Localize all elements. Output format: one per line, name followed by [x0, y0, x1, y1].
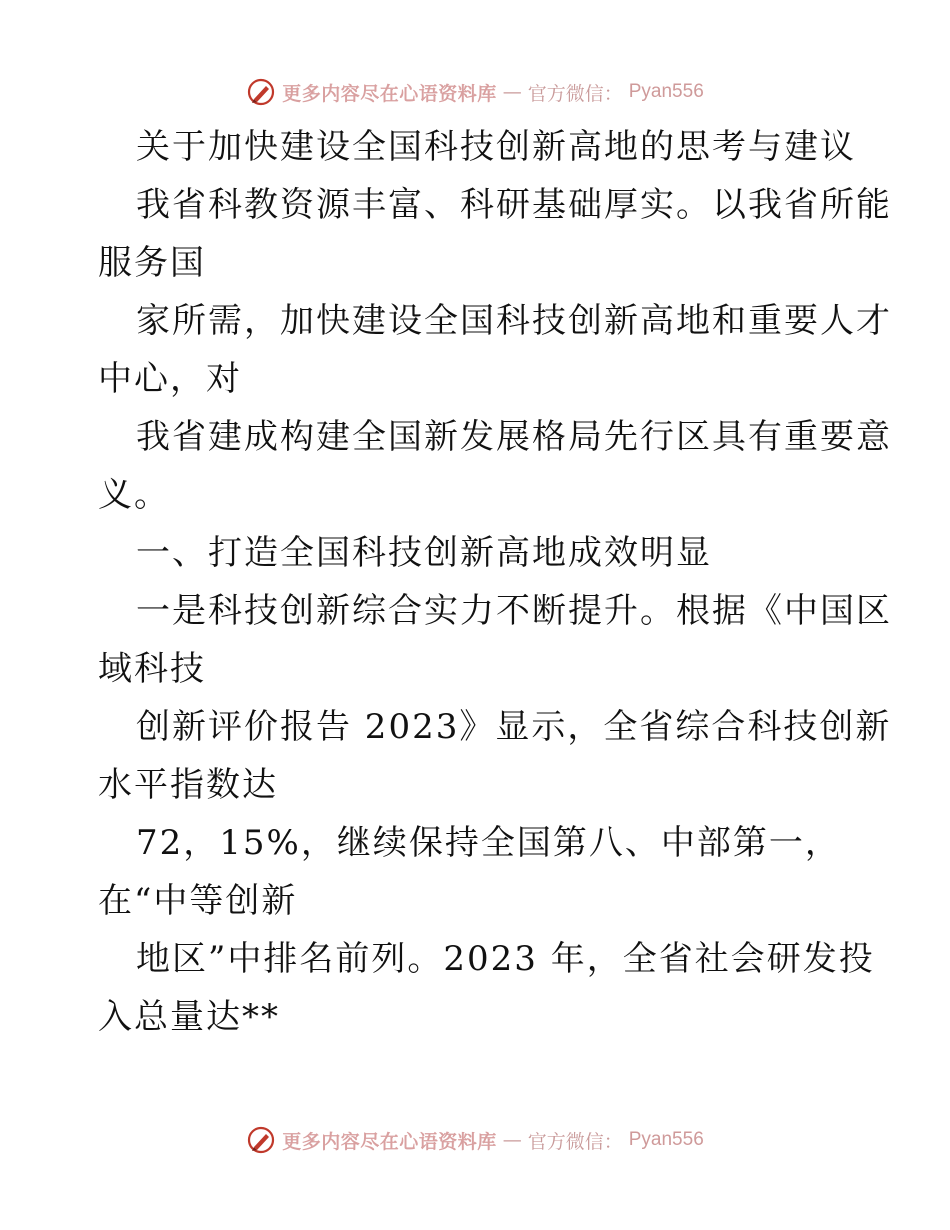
watermark-label: 官方微信： — [527, 82, 623, 105]
text-line: 一是科技创新综合实力不断提升。根据《中国区 — [136, 591, 892, 631]
watermark-label: 官方微信： — [527, 1130, 623, 1153]
text-line: 创新评价报告 2023》显示，全省综合科技创新 — [136, 707, 892, 747]
footer-watermark — [0, 1120, 950, 1160]
watermark-id: Pyan556 — [628, 81, 704, 102]
text-line: 服务国 — [98, 243, 206, 283]
section-heading: 一、打造全国科技创新高地成效明显 — [136, 533, 712, 573]
watermark-brand: 更多内容尽在心语资料库 — [282, 82, 497, 105]
watermark-id: Pyan556 — [628, 1129, 704, 1150]
watermark-dash: — — [502, 1129, 522, 1151]
text-line: 水平指数达 — [98, 765, 278, 805]
text-line: 地区”中排名前列。2023 年，全省社会研发投 — [136, 939, 875, 979]
watermark-dash: — — [502, 81, 522, 103]
document-body — [98, 118, 892, 1046]
watermark-brand: 更多内容尽在心语资料库 — [282, 1130, 497, 1153]
header-watermark — [0, 72, 950, 112]
pen-logo-icon — [246, 1125, 276, 1155]
text-line: 72，15%，继续保持全国第八、中部第一， — [136, 823, 841, 863]
text-line: 义。 — [98, 475, 170, 515]
pen-logo-icon — [246, 77, 276, 107]
text-line: 我省建成构建全国新发展格局先行区具有重要意 — [136, 417, 892, 457]
text-line: 在“中等创新 — [98, 881, 298, 921]
text-line: 我省科教资源丰富、科研基础厚实。以我省所能 — [136, 185, 892, 225]
text-line: 入总量达** — [98, 997, 280, 1037]
text-line: 中心，对 — [98, 359, 242, 399]
document-title: 关于加快建设全国科技创新高地的思考与建议 — [136, 127, 856, 167]
text-line: 域科技 — [98, 649, 206, 689]
text-line: 家所需，加快建设全国科技创新高地和重要人才 — [136, 301, 892, 341]
